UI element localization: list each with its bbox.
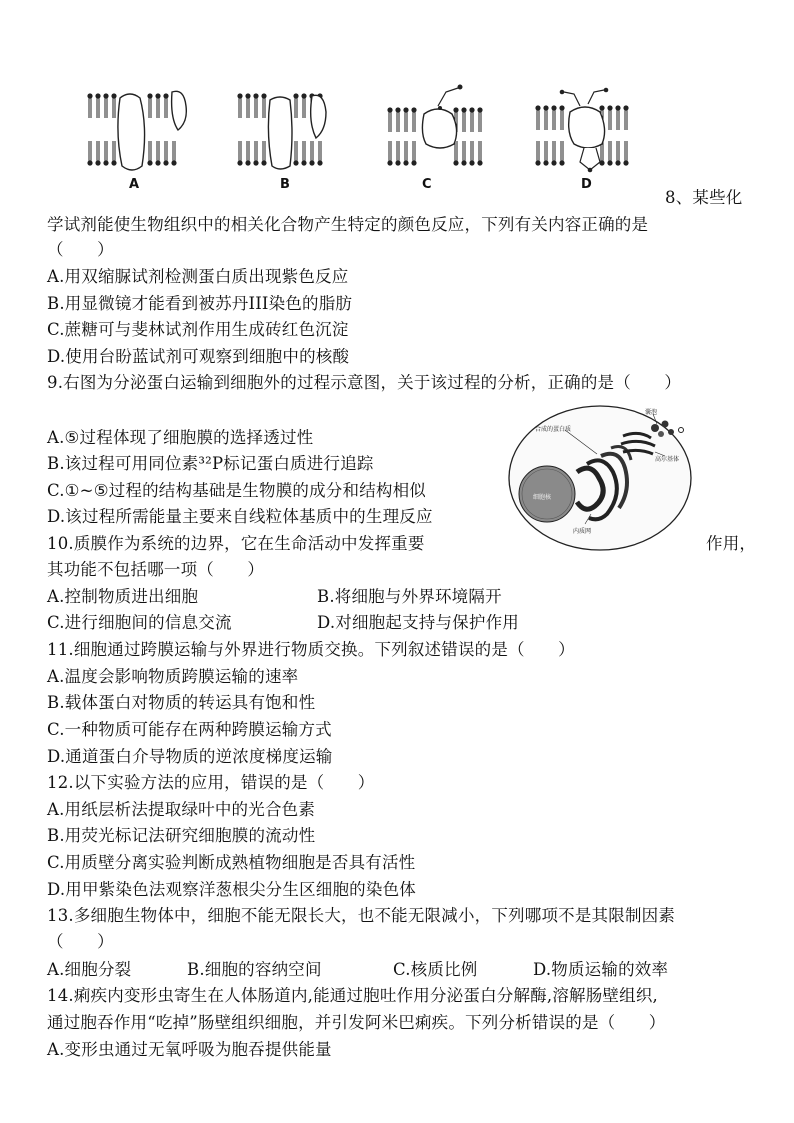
membrane-label-d: D	[581, 177, 592, 192]
q9-option-b: B.该过程可用同位素³²P标记蛋白质进行追踪	[47, 454, 374, 473]
q11-stem: 11.细胞通过跨膜运输与外界进行物质交换。下列叙述错误的是（ ）	[47, 640, 575, 659]
membrane-a	[87, 91, 186, 170]
q12-option-d: D.用甲紫染色法观察洋葱根尖分生区细胞的染色体	[47, 880, 416, 899]
q10-stem-end: 作用，	[706, 534, 757, 553]
q12-option-a: A.用纸层析法提取绿叶中的光合色素	[47, 800, 316, 819]
q10-option-b: B.将细胞与外界环境隔开	[317, 587, 502, 606]
label-er: 内质网	[573, 528, 592, 535]
q14-option-a: A.变形虫通过无氧呼吸为胞吞提供能量	[47, 1040, 332, 1059]
q14-stem-line2: 通过胞吞作用“吃掉”肠壁组织细胞，并引发阿米巴痢疾。下列分析错误的是（ ）	[47, 1013, 666, 1032]
q12-option-b: B.用荧光标记法研究细胞膜的流动性	[47, 826, 316, 845]
q10-stem-line2: 其功能不包括哪一项（ ）	[47, 560, 265, 579]
membrane-label-a: A	[129, 177, 140, 192]
label-vesicle: 囊泡	[645, 409, 658, 416]
membrane-diagram	[80, 78, 650, 203]
membrane-d	[535, 88, 628, 173]
q8-stem: 学试剂能使生物组织中的相关化合物产生特定的颜色反应，下列有关内容正确的是	[47, 215, 649, 234]
q11-option-c: C.一种物质可能存在两种跨膜运输方式	[47, 720, 332, 739]
q13-stem: 13.多细胞生物体中，细胞不能无限长大，也不能无限减小，下列哪项不是其限制因素	[47, 906, 676, 925]
q10-option-d: D.对细胞起支持与保护作用	[317, 613, 519, 632]
q8-paren: （ ）	[47, 240, 114, 259]
label-golgi: 高尔基体	[655, 456, 680, 463]
q8-option-c: C.蔗糖可与斐林试剂作用生成砖红色沉淀	[47, 320, 349, 339]
q9-option-d: D.该过程所需能量主要来自线粒体基质中的生理反应	[47, 507, 433, 526]
cell-diagram	[505, 402, 695, 554]
q11-option-b: B.载体蛋白对物质的转运具有饱和性	[47, 693, 316, 712]
q8-option-a: A.用双缩脲试剂检测蛋白质出现紫色反应	[47, 267, 349, 286]
q11-option-a: A.温度会影响物质跨膜运输的速率	[47, 667, 299, 686]
membrane-label-c: C	[422, 177, 432, 192]
q9-option-c: C.①~⑤过程的结构基础是生物膜的成分和结构相似	[47, 481, 426, 500]
secretory-cell-figure	[505, 402, 695, 554]
q12-option-c: C.用质壁分离实验判断成熟植物细胞是否具有活性	[47, 853, 416, 872]
q10-option-a: A.控制物质进出细胞	[47, 587, 199, 606]
q10-stem: 10.质膜作为系统的边界，它在生命活动中发挥重要	[47, 534, 425, 553]
membrane-label-b: B	[280, 177, 290, 192]
membrane-b	[237, 93, 326, 169]
q13-option-a: A.细胞分裂	[47, 960, 132, 979]
q9-option-a: A.⑤过程体现了细胞膜的选择透过性	[47, 428, 314, 447]
q8-stem-start: 8、某些化	[665, 188, 743, 207]
membrane-figure	[80, 78, 650, 203]
q13-option-d: D.物质运输的效率	[533, 960, 669, 979]
q13-option-c: C.核质比例	[393, 960, 478, 979]
label-nucleus: 细胞核	[533, 494, 552, 501]
q10-option-c: C.进行细胞间的信息交流	[47, 613, 232, 632]
q8-option-b: B.用显微镜才能看到被苏丹III染色的脂肪	[47, 294, 353, 313]
q8-option-d: D.使用台盼蓝试剂可观察到细胞中的核酸	[47, 347, 350, 366]
q14-stem-line1: 14.痢疾内变形虫寄生在人体肠道内,能通过胞吐作用分泌蛋白分解酶,溶解肠壁组织,	[47, 986, 658, 1005]
q13-paren: （ ）	[47, 932, 114, 951]
q11-option-d: D.通道蛋白介导物质的逆浓度梯度运输	[47, 747, 333, 766]
label-synthesized-protein: 合成的蛋白质	[535, 426, 572, 433]
q13-option-b: B.细胞的容纳空间	[187, 960, 322, 979]
q9-stem: 9.右图为分泌蛋白运输到细胞外的过程示意图，关于该过程的分析，正确的是（ ）	[47, 373, 682, 392]
membrane-c	[387, 85, 482, 166]
q12-stem: 12.以下实验方法的应用，错误的是（ ）	[47, 773, 375, 792]
